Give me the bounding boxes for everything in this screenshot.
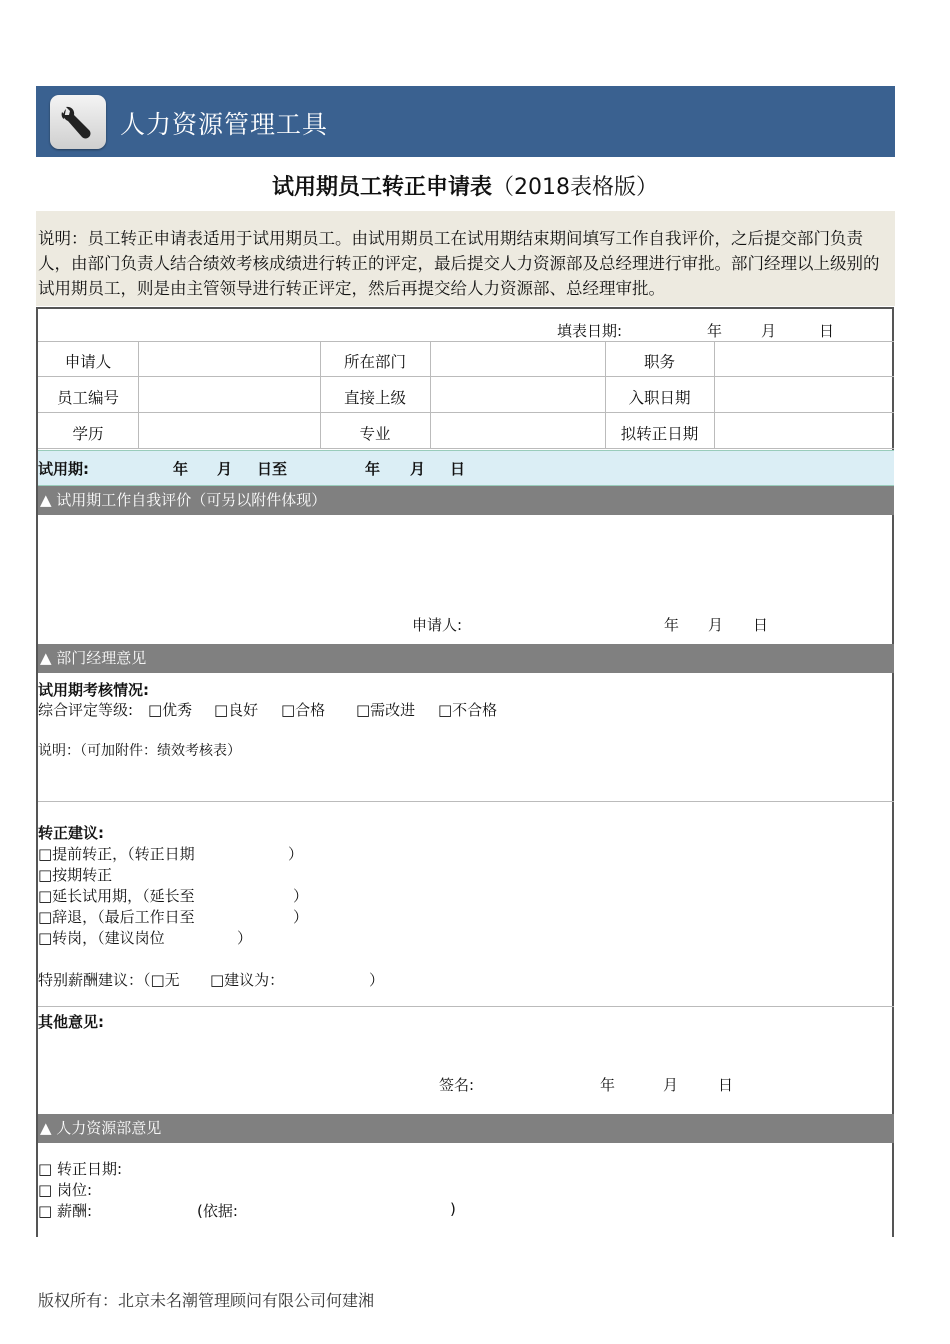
hr-post[interactable]: □ 岗位: [38,1181,92,1199]
manager-sign-label: 签名: [439,1076,475,1094]
suggest-option-extend[interactable]: □延长试用期，（延长至 [38,887,195,905]
self-eval-header [38,486,894,515]
salary-suggest[interactable]: 特别薪酬建议：（□无 [38,971,180,989]
other-opinion-title: 其他意见: [38,1013,104,1031]
education-label: 学历 [72,425,104,443]
doc-title-main: 试用期员工转正申请表 [271,175,492,200]
self-eval-textarea[interactable] [40,518,892,608]
probation-row [38,450,894,486]
suggest-option-early-end: ） [288,845,304,863]
fill-date-label: 填表日期: [557,322,623,340]
planned-date-input[interactable] [716,414,892,446]
probation-day-to: 日至 [257,460,288,478]
position-input[interactable] [716,343,892,375]
assess-note: 说明：（可加附件：绩效考核表） [38,743,241,759]
hr-date[interactable]: □ 转正日期: [38,1160,122,1178]
self-eval-signer: 申请人: [412,616,463,634]
manager-header-text: ▲ 部门经理意见 [40,649,147,667]
app-title: 人力资源管理工具 [120,110,329,139]
doc-title [0,170,930,201]
probation-year: 年 [173,460,189,478]
department-input[interactable] [432,343,603,375]
section-divider [38,1006,894,1007]
self-eval-month: 月 [708,616,724,634]
suggest-option-extend-end: ） [293,887,309,905]
grid-line [138,341,139,448]
grid-line [38,341,894,342]
fill-date-year: 年 [707,322,723,340]
assess-title: 试用期考核情况: [38,681,149,699]
supervisor-input[interactable] [432,378,603,410]
grid-line [38,448,894,449]
hr-basis-end: ) [450,1200,456,1218]
manager-sign-year: 年 [600,1076,616,1094]
manager-sign-month: 月 [663,1076,679,1094]
hr-header [38,1114,894,1143]
wrench-icon [58,103,98,141]
hire-date-input[interactable] [716,378,892,410]
manager-header [38,644,894,673]
manager-sign-day: 日 [718,1076,734,1094]
hr-pay[interactable]: □ 薪酬: [38,1202,92,1220]
rating-option[interactable]: □合格 [281,701,326,719]
grid-line [38,412,894,413]
suggest-option-ontime[interactable]: □按期转正 [38,866,113,884]
form-frame [36,307,894,1237]
probation-month: 月 [217,460,233,478]
major-input[interactable] [432,414,603,446]
self-eval-day: 日 [753,616,769,634]
rating-option[interactable]: □不合格 [438,701,498,719]
salary-suggest-end: ） [369,971,385,989]
notice-text: 说明：员工转正申请表适用于试用期员工。由试用期员工在试用期结束期间填写工作自我评价，之后提交部门负责人，由部门负责人结合绩效考核成绩进行转正的评定，最后提交人力资源部及总经理进行审批。部门经理以上级别的试用期员工，则是由主管领导进行转正评定，然后再提交给人力资源部、总经理审批。 [38,229,880,298]
rating-option[interactable]: □良好 [214,701,259,719]
applicant-input[interactable] [140,343,318,375]
position-label: 职务 [643,353,675,371]
supervisor-label: 直接上级 [343,389,406,407]
app-logo [50,95,106,149]
planned-date-label: 拟转正日期 [620,425,699,443]
rating-option[interactable]: □优秀 [148,701,193,719]
section-divider [38,801,894,802]
doc-title-suffix: （2018表格版） [492,175,658,200]
applicant-label: 申请人 [64,353,112,371]
suggest-option-transfer[interactable]: □转岗，（建议岗位 [38,929,165,947]
self-eval-year: 年 [664,616,680,634]
suggest-option-dismiss-end: ） [293,908,309,926]
fill-date-day: 日 [819,322,835,340]
probation-day2: 日 [450,460,466,478]
probation-label: 试用期: [38,460,89,478]
grid-line [430,341,431,448]
suggest-option-dismiss[interactable]: □辞退，（最后工作日至 [38,908,195,926]
hr-basis: (依据: [197,1202,238,1220]
education-input[interactable] [140,414,318,446]
hire-date-label: 入职日期 [628,389,691,407]
department-label: 所在部门 [343,353,406,371]
major-label: 专业 [359,425,391,443]
probation-month2: 月 [410,460,426,478]
suggest-option-early[interactable]: □提前转正，（转正日期 [38,845,195,863]
grid-line [38,376,894,377]
suggest-option-transfer-end: ） [237,929,253,947]
rating-label: 综合评定等级: [38,701,134,719]
grid-line [714,341,715,448]
rating-option[interactable]: □需改进 [356,701,416,719]
employee-no-input[interactable] [140,378,318,410]
employee-no-label: 员工编号 [56,389,119,407]
salary-suggest-option[interactable]: □建议为： [210,971,285,989]
probation-year2: 年 [365,460,381,478]
self-eval-header-text: ▲ 试用期工作自我评价（可另以附件体现） [40,491,327,509]
copyright-footer: 版权所有：北京未名潮管理顾问有限公司何建湘 [38,1291,375,1310]
fill-date-month: 月 [761,322,777,340]
suggest-title: 转正建议: [38,824,104,842]
hr-header-text: ▲ 人力资源部意见 [40,1119,162,1137]
other-opinion-textarea[interactable] [40,1032,892,1072]
